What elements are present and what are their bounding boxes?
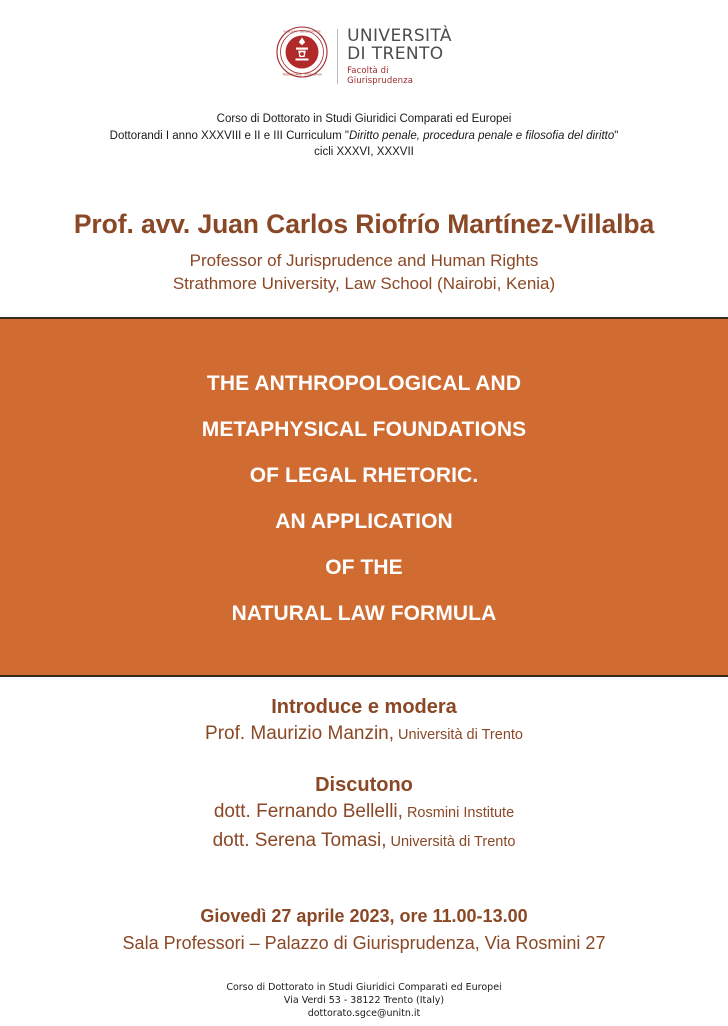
logo-university-line2: DI TRENTO — [347, 43, 444, 64]
svg-text:SIGILLVM · VNIVERSITATIS: SIGILLVM · VNIVERSITATIS — [283, 29, 321, 34]
moderator-affiliation: Università di Trento — [394, 726, 523, 743]
event-date: Giovedì 27 aprile 2023, ore 11.00-13.00 — [200, 905, 528, 926]
speaker-affiliation: Strathmore University, Law School (Nairobi, Kenia) — [172, 273, 556, 293]
moderator-entry — [0, 720, 728, 749]
banner-title-line: OF LEGAL RHETORIC. — [249, 463, 479, 487]
banner-title-line: OF THE — [325, 555, 403, 579]
banner-title-line: THE ANTHROPOLOGICAL AND — [206, 371, 522, 395]
course-header-line3: cicli XXXVI, XXXVII — [314, 146, 414, 158]
moderator-heading: Introduce e modera — [271, 695, 457, 718]
university-seal-icon — [276, 26, 328, 78]
banner-title-line: AN APPLICATION — [275, 509, 453, 533]
curriculum-suffix: " — [614, 129, 619, 142]
event-venue: Sala Professori – Palazzo di Giurisprudenza, Via Rosmini 27 — [122, 932, 606, 953]
moderator-section — [0, 694, 728, 749]
discussant-name: dott. Serena Tomasi, — [212, 829, 387, 851]
logo-university-line1: UNIVERSITÀ — [347, 26, 452, 46]
banner-title-line: NATURAL LAW FORMULA — [231, 601, 497, 625]
discussant-entry — [0, 827, 728, 856]
speaker-role-line1: Professor of Jurisprudence and Human Rights — [189, 250, 539, 270]
moderator-name: Prof. Maurizio Manzin, — [205, 722, 395, 744]
course-header-line1: Corso di Dottorato in Studi Giuridici Comparati ed Europei — [216, 113, 512, 125]
course-header-line2 — [0, 128, 728, 145]
banner-title-line: METAPHYSICAL FOUNDATIONS — [201, 417, 527, 441]
poster-footer — [0, 981, 728, 1020]
logo-faculty-line2: Giurisprudenza — [347, 76, 414, 86]
university-logo — [0, 26, 728, 86]
svg-text:TRIDENTINAE · STVDIORVM: TRIDENTINAE · STVDIORVM — [282, 72, 322, 77]
curriculum-prefix: Dottorandi I anno XXXVIII e II e III Curriculum " — [109, 129, 349, 142]
course-header — [0, 111, 728, 161]
footer-line-email: dottorato.sgce@unitn.it — [307, 1008, 421, 1019]
discussant-affiliation: Rosmini Institute — [402, 804, 515, 821]
speaker-role — [0, 249, 728, 295]
footer-line-address: Via Verdi 53 - 38122 Trento (Italy) — [283, 995, 445, 1006]
discussant-entry — [0, 798, 728, 827]
logo-divider — [337, 29, 338, 84]
discussant-affiliation: Università di Trento — [386, 833, 516, 850]
event-details — [0, 903, 728, 957]
lecture-title-banner — [0, 317, 728, 677]
logo-faculty-line1: Facoltà di — [347, 66, 389, 76]
curriculum-title: Diritto penale, procedura penale e filosofia del diritto — [348, 129, 615, 142]
footer-line-course: Corso di Dottorato in Studi Giuridici Comparati ed Europei — [226, 982, 502, 993]
speaker-name: Prof. avv. Juan Carlos Riofrío Martínez-Villalba — [73, 208, 655, 239]
discussants-heading: Discutono — [315, 773, 413, 796]
discussant-name: dott. Fernando Bellelli, — [213, 800, 403, 822]
discussants-section — [0, 772, 728, 856]
speaker-section — [0, 208, 728, 295]
